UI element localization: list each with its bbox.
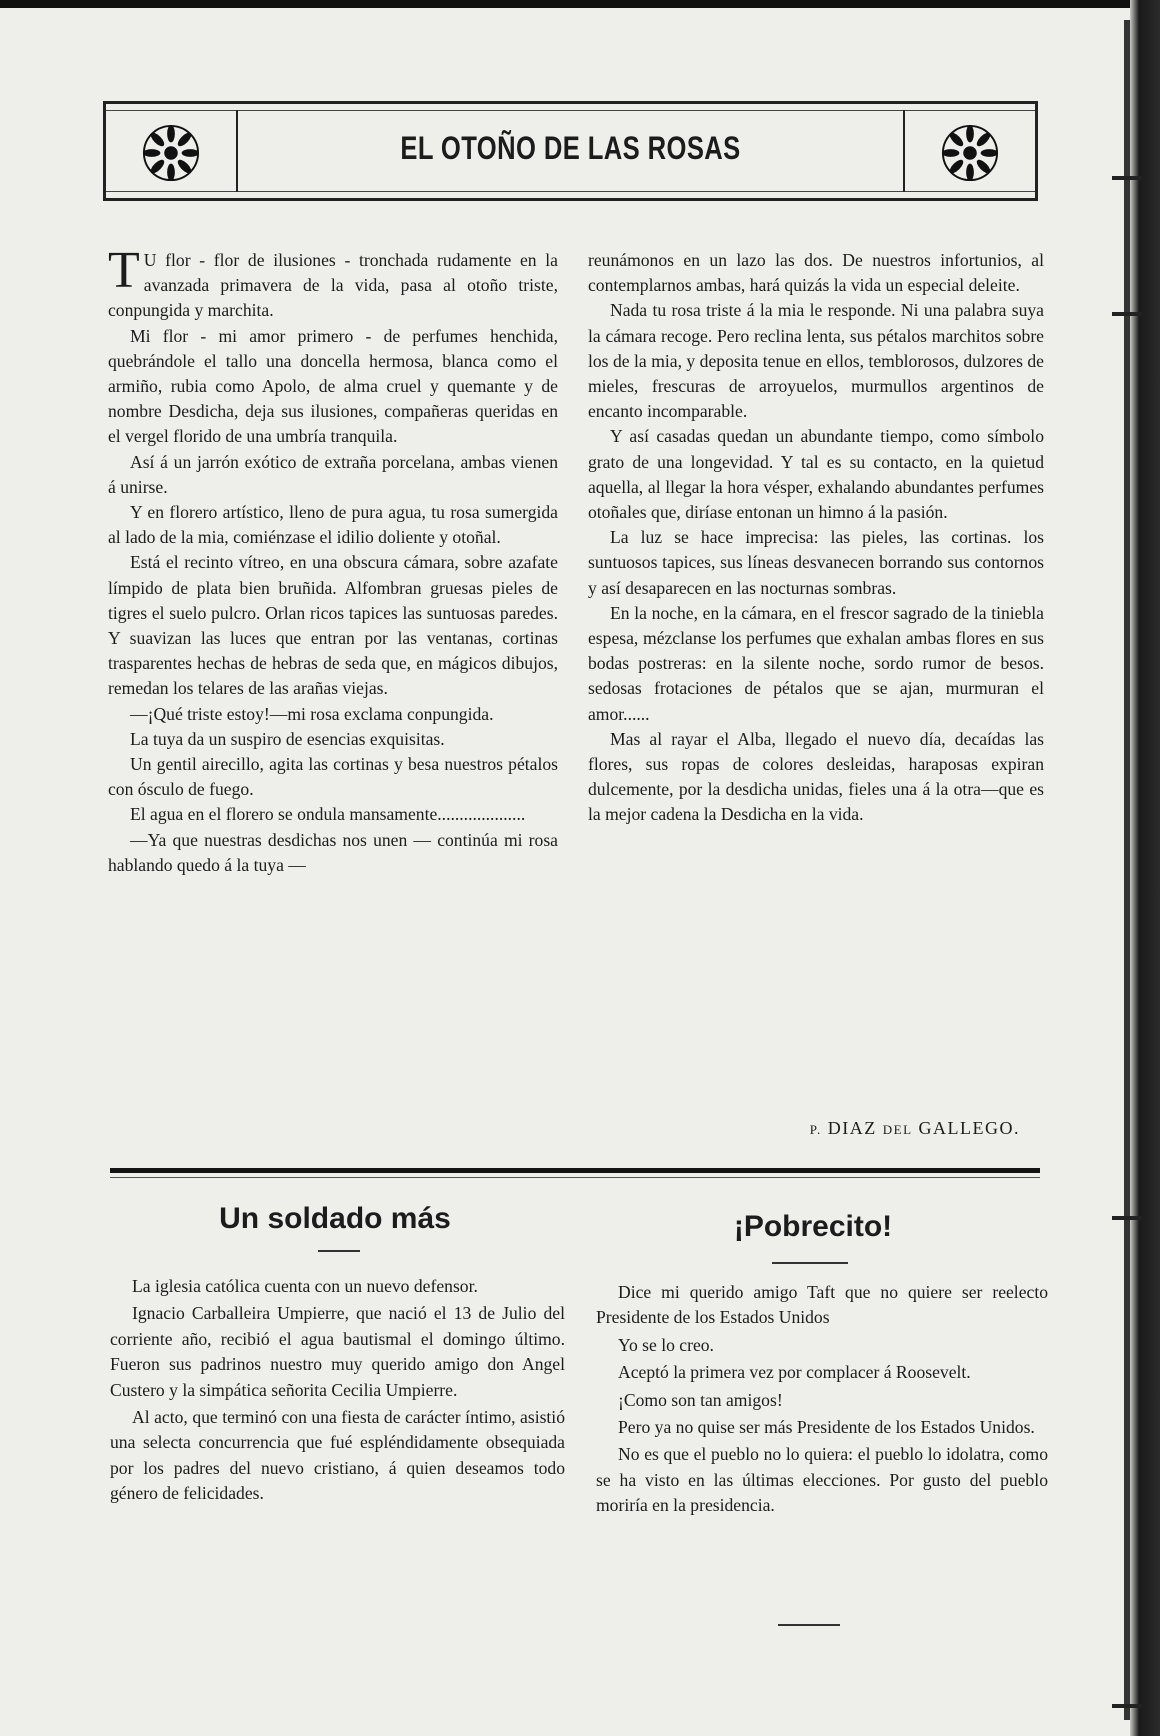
paragraph: Un gentil airecillo, agita las cortinas y besa nuestros pétalos con ósculo de fuego. — [108, 754, 558, 800]
paragraph: La luz se hace imprecisa: las pieles, las cortinas. los suntuosos tapices, sus líneas desvanecen borrando sus contornos y así desaparecen en las nocturnas sombras. — [588, 527, 1044, 598]
paragraph: Está el recinto vítreo, en una obscura cámara, sobre azafate límpido de plata bien bruñida. Alfombran gruesas pieles de tigres el suelo pulcro. Orlan ricos tapices las suntuosas paredes. Y suavizan las luces que entran por las ventanas, cortinas trasparentes hechas de hebras de seda que, en mágicos dibujos, remedan los telares de las arañas viejas. — [108, 552, 558, 699]
article-pobrecito — [596, 1280, 1048, 1521]
flower-ornament-icon — [142, 124, 200, 182]
end-rule — [778, 1624, 840, 1626]
article-title-pobrecito: ¡Pobrecito! — [733, 1210, 893, 1243]
paragraph — [108, 242, 558, 324]
paragraph: No es que el pueblo no lo quiera: el pueblo lo idolatra, como se ha visto en las últimas elecciones. Por gusto del pueblo moriría en la presidencia. — [596, 1444, 1048, 1516]
article-column-left — [108, 242, 558, 878]
binding-mark — [1112, 312, 1142, 316]
paragraph: En la noche, en la cámara, en el frescor sagrado de la tiniebla espesa, mézclanse los perfumes que exhalan ambas flores en sus bodas postreras: en la silente noche, sordo rumor de besos. sedosas frotaciones de pétalos que se ajan, murmuran el amor...... — [588, 602, 1044, 724]
paragraph: Pero ya no quise ser más Presidente de los Estados Unidos. — [618, 1417, 1035, 1438]
paragraph: reunámonos en un lazo las dos. De nuestros infortunios, al contemplarnos ambas, hará quizás la vida un especial deleite. — [588, 250, 1044, 296]
binding-line — [1124, 20, 1130, 1720]
paragraph: Así á un jarrón exótico de extraña porcelana, ambas vienen á unirse. — [108, 451, 558, 497]
paragraph: Aceptó la primera vez por complacer á Roosevelt. — [618, 1362, 971, 1383]
paragraph: Ignacio Carballeira Umpierre, que nació el 13 de Julio del corriente año, recibió el agua bautismal el domingo último. Fueron sus padrinos nuestro muy querido amigo don Angel Custero y la simpática señorita Cecilia Umpierre. — [110, 1303, 565, 1400]
paragraph: Mas al rayar el Alba, llegado el nuevo día, decaídas las flores, sus ropas de colores desleidas, haraposas expiran dulcemente, por la desdicha unidas, fieles una á la otra—que es la mejor cadena la Desdicha en la vida. — [588, 728, 1044, 825]
paragraph-text: U flor - flor de ilusiones - tronchada rudamente en la avanzada primavera de la vida, pasa al otoño triste, conpungida y marchita. — [108, 250, 558, 321]
header-divider — [903, 110, 905, 192]
paragraph: El agua en el florero se ondula mansamente.................... — [130, 804, 526, 825]
article-soldado — [110, 1274, 565, 1509]
section-separator-thin — [110, 1177, 1040, 1178]
title-rule — [772, 1262, 848, 1264]
binding-mark — [1112, 1216, 1142, 1220]
header-divider — [236, 110, 238, 192]
article-title: EL OTOÑO DE LAS ROSAS — [400, 130, 741, 166]
paragraph: La iglesia católica cuenta con un nuevo defensor. — [132, 1276, 478, 1296]
title-rule — [318, 1250, 360, 1252]
binding-mark — [1112, 176, 1142, 180]
paragraph: Yo se lo creo. — [618, 1334, 714, 1355]
flower-ornament-icon — [941, 124, 999, 182]
paragraph: ¡Como son tan amigos! — [618, 1389, 783, 1410]
paragraph: Dice mi querido amigo Taft que no quiere ser reelecto Presidente de los Estados Unidos — [596, 1282, 1048, 1328]
paragraph: La tuya da un suspiro de esencias exquisitas. — [130, 728, 445, 749]
paragraph: Y en florero artístico, lleno de pura agua, tu rosa sumergida al lado de la mia, comiénzase el idilio doliente y otoñal. — [108, 502, 558, 548]
signature-surname: GALLEGO. — [918, 1118, 1020, 1138]
paragraph: Y así casadas quedan un abundante tiempo, como símbolo grato de una longevidad. Y tal es su contacto, en la quietud aquella, al llegar la hora vésper, exhalando abundantes perfumes otoñales que, diríase entonan un himno á la pasión. — [588, 426, 1044, 523]
article-header — [103, 101, 1038, 201]
article-title-soldado: Un soldado más — [219, 1202, 451, 1235]
paragraph: —Ya que nuestras desdichas nos unen — continúa mi rosa hablando quedo á la tuya — — [108, 829, 558, 875]
page-binding-edge — [1130, 0, 1160, 1736]
drop-cap: T — [108, 242, 140, 299]
author-signature — [588, 1118, 1020, 1139]
header-rule — [106, 110, 1035, 111]
signature-initial: P. — [809, 1122, 822, 1137]
binding-mark — [1112, 1704, 1142, 1708]
signature-name: DIAZ — [827, 1118, 877, 1138]
signature-del: DEL — [882, 1122, 913, 1137]
paragraph: Al acto, que terminó con una fiesta de carácter íntimo, asistió una selecta concurrencia que fué espléndidamente obsequiada por los padres del nuevo cristiano, á quien deseamos todo género de felicidades. — [110, 1407, 565, 1504]
paragraph: —¡Qué triste estoy!—mi rosa exclama conpungida. — [130, 703, 494, 724]
article-column-right — [588, 248, 1044, 828]
paragraph: Mi flor - mi amor primero - de perfumes henchida, quebrándole el tallo una doncella hermosa, blanca como el armiño, rubia como Apolo, de alma cruel y quemante y de nombre Desdicha, deja sus ilusiones, compañeras queridas en el vergel florido de una umbría tranquila. — [108, 325, 558, 447]
paragraph: Nada tu rosa triste á la mia le responde. Ni una palabra suya la cámara recoge. Pero reclina lenta, sus pétalos marchitos sobre los de la mia, y deposita tenue en ellos, temblorosos, dulzores de mieles, frescuras de arroyuelos, murmullos argentinos de encanto incomparable. — [588, 300, 1044, 422]
section-separator — [110, 1168, 1040, 1173]
page-top-edge — [0, 0, 1160, 8]
header-rule — [106, 191, 1035, 192]
